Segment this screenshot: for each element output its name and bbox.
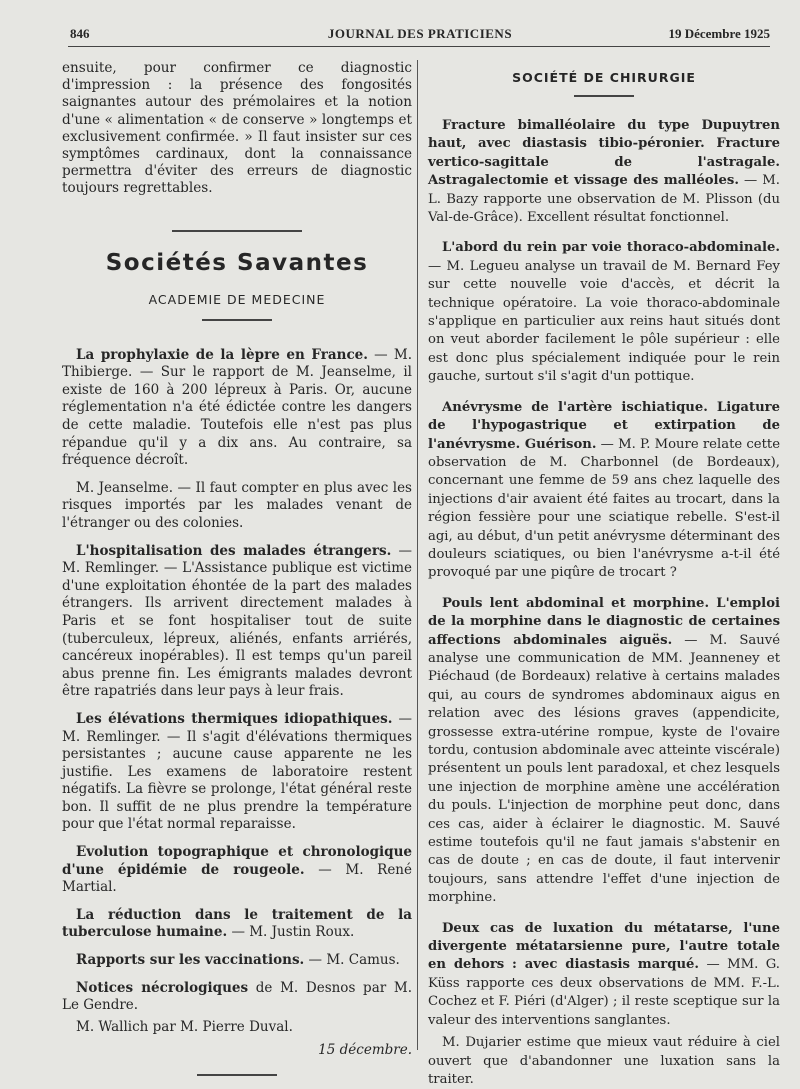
section-rule (202, 319, 272, 321)
section-title-academie: ACADEMIE DE MEDECINE (148, 291, 326, 307)
date-signature: 15 décembre. (318, 1042, 412, 1059)
header-rule (68, 46, 770, 47)
item-wallich: M. Wallich par M. Pierre Duval. (76, 1018, 293, 1035)
item-fracture: Fracture bimalléolaire du type Dupuytren haut, avec diastasis tibio-péronier. Fracture vertico-sagittale de l'astragale. Astragalectomie et vissage des malléoles. — M. L. Bazy rapporte une observation de M. Plisson (du Val-de-Grâce). Excellent résultat fonctionnel. (428, 118, 780, 226)
journal-name: JOURNAL DES PRATICIENS (327, 26, 513, 41)
page-title: Sociétés Savantes (105, 249, 369, 276)
item-vaccinations: Rapports sur les vaccinations. — M. Camus. (76, 952, 400, 969)
item-rein: L'abord du rein par voie thoraco-abdominale. — M. Legueu analyse un travail de M. Bernard Fey sur cette nouvelle voie d'accès, et décrit la technique opératoire. La voie thoraco-abdominale s'applique en particulier aux reins haut situés dont on veut aborder facilement le pôle supérieur : elle est donc plus spécialement indiquée pour le rein gauche, surtout s'il s'agit d'un pottique. (428, 240, 780, 385)
item-jeanselme: M. Jeanselme. — Il faut compter en plus avec les risques importés par les malades venant de l'étranger ou des colonies. (62, 479, 412, 531)
item-notices: Notices nécrologiques de M. Desnos par M. Le Gendre. (62, 979, 412, 1014)
end-rule (197, 1074, 277, 1076)
intro-paragraph: ensuite, pour confirmer ce diagnostic d'impression : la présence des fongosités saignantes autour des prémolaires et la notion d'une « alimentation « de conserve » longtemps et exclusivement confirmée. » Il faut insister sur ces symptômes cardinaux, dont la connaissance permettra d'éviter des erreurs de diagnostic toujours regrettables. (62, 60, 412, 197)
section-rule-right (574, 95, 634, 97)
page-number: 846 (70, 26, 90, 41)
right-column (428, 60, 780, 1089)
item-rougeole: Evolution topographique et chronologique d'une épidémie de rougeole. — M. René Martial. (62, 844, 412, 896)
item-dujarier: M. Dujarier estime que mieux vaut réduire à ciel ouvert que d'abandonner une luxation sans la traiter. (428, 1035, 780, 1087)
item-hospitalisation: L'hospitalisation des malades étrangers. — M. Remlinger. — L'Assistance publique est victime d'une exploitation éhontée de la part des malades étrangers. Ils arrivent directement malades à Paris et se font hospitaliser tout de suite (tuberculeux, lépreux, aliénés, enfants arriérés, cancéreux inopérables). Il est temps qu'un pareil abus prenne fin. Les émigrants malades devront être rapatriés dans leur pays à leur frais. (62, 542, 413, 700)
column-divider (417, 60, 418, 1050)
item-anevrysme: Anévrysme de l'artère ischiatique. Ligature de l'hypogastrique et extirpation de l'anévrysme. Guérison. — M. P. Moure relate cette observation de M. Charbonnel (de Bordeaux), concernant une femme de 59 ans chez laquelle des injections d'air avaient été faites au trocart, dans la région fessière pour une sciatique rebelle. S'est-il agi, au début, d'un petit anévrysme déterminant des douleurs sciatiques, ou bien l'anévrysme a-t-il été provoqué par une piqûre de trocart ? (428, 399, 780, 581)
left-column (62, 60, 412, 1076)
item-lepre: La prophylaxie de la lèpre en France. — M. Thibierge. — Sur le rapport de M. Jeanselme, il existe de 160 à 200 lépreux à Paris. Or, aucune réglementation n'a été édictée contre les dangers de cette maladie. Toutefois elle n'est pas plus répandue qu'il y a dix ans. Au contraire, sa fréquence décroît. (62, 346, 413, 469)
item-elevations: Les élévations thermiques idiopathiques. — M. Remlinger. — Il s'agit d'élévations thermiques persistantes ; aucune cause apparente ne les justifie. Les examens de laboratoire restent négatifs. La fièvre se prolonge, l'état général reste bon. Il suffit de ne plus prendre la température pour que l'état normal reparaisse. (62, 710, 412, 833)
divider-rule (172, 230, 302, 232)
item-tuberculose: La réduction dans le traitement de la tuberculose humaine. — M. Justin Roux. (62, 906, 412, 941)
item-luxation: Deux cas de luxation du métatarse, l'une divergente métatarsienne pure, l'autre totale en dehors : avec diastasis marqué. — MM. G. Küss rapporte ces deux observations de MM. F.-L. Cochez et F. Piéri (d'Alger) ; il reste sceptique sur la valeur des interventions sanglantes. (428, 920, 781, 1028)
section-title-chirurgie: SOCIÉTÉ DE CHIRURGIE (512, 70, 696, 85)
page-header (70, 26, 770, 46)
item-pouls: Pouls lent abdominal et morphine. L'emploi de la morphine dans le diagnostic de certaines affections abdominales aiguës. — M. Sauvé analyse une communication de MM. Jeanneney et Piéchaud (de Bordeaux) relative à certains malades qui, au cours de syndromes abdominaux aigus en relation avec des lésions graves (appendicite, grossesse extra-utérine rompue, kyste de l'ovaire tordu, contusion abdominale avec atteinte viscérale) présentent un pouls lent paradoxal, et chez lesquels une injection de morphine amène une accélération du pouls. L'injection de morphine peut donc, dans ces cas, aider à éclairer le diagnostic. M. Sauvé estime toutefois qu'il ne faut jamais s'abstenir en cas de doute ; en cas de doute, il faut intervenir toujours, sans attendre l'effet d'une injection de morphine. (428, 595, 780, 906)
issue-date: 19 Décembre 1925 (668, 26, 770, 41)
